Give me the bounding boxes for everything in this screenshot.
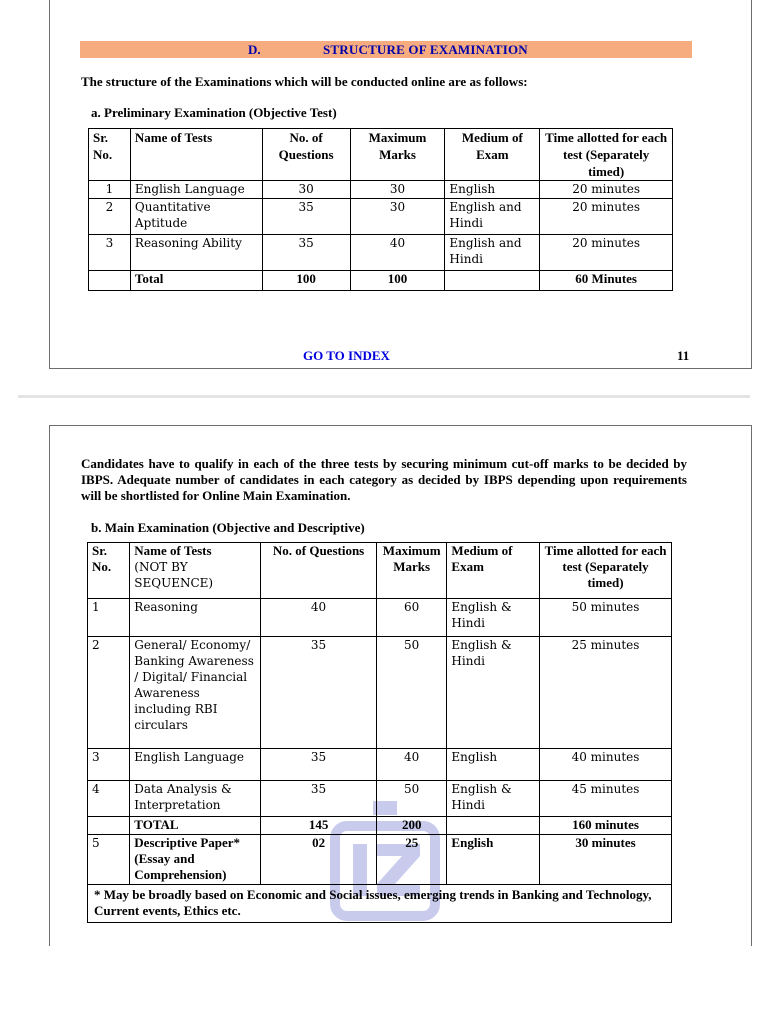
- go-to-index-link[interactable]: GO TO INDEX: [303, 348, 390, 363]
- table-note-row: [88, 885, 672, 923]
- header-cell: Medium of Exam: [447, 543, 540, 599]
- cell: 20 minutes: [540, 235, 673, 271]
- header-cell: [130, 543, 261, 599]
- header-cell: Maximum Marks: [376, 543, 446, 599]
- cell: 50: [376, 781, 446, 817]
- cell: Descriptive Paper* (Essay and Comprehension): [130, 835, 261, 885]
- header-not-by-sequence: (NOT BY SEQUENCE): [134, 560, 214, 590]
- cell: 35: [262, 235, 350, 271]
- table-row: [88, 599, 672, 637]
- cell: Reasoning Ability: [130, 235, 262, 271]
- cell: 3: [88, 749, 130, 781]
- cell: English: [447, 835, 540, 885]
- header-cell: Time allotted for each test (Separately timed): [540, 129, 673, 181]
- table-row: [88, 749, 672, 781]
- header-cell: Sr. No.: [88, 543, 130, 599]
- cell: 60 Minutes: [540, 271, 673, 291]
- cell: 40: [376, 749, 446, 781]
- cell: 35: [261, 781, 377, 817]
- cell: Quantitative Aptitude: [130, 199, 262, 235]
- cell: Reasoning: [130, 599, 261, 637]
- cell: General/ Economy/ Banking Awareness / Digital/ Financial Awareness including RBI circulars: [130, 637, 261, 749]
- table-row: [89, 199, 673, 235]
- cell: 40: [261, 599, 377, 637]
- cell: 35: [261, 637, 377, 749]
- cell: English & Hindi: [447, 781, 540, 817]
- table-total-row: [89, 271, 673, 291]
- cell: 35: [262, 199, 350, 235]
- header-name-tests: Name of Tests: [134, 543, 212, 558]
- cell: 2: [88, 637, 130, 749]
- cell: English & Hindi: [447, 599, 540, 637]
- cell: [445, 271, 540, 291]
- footnote: * May be broadly based on Economic and Social issues, emerging trends in Banking and Technology, Current events, Ethics etc.: [88, 885, 672, 923]
- cell: 40: [350, 235, 445, 271]
- table-header-row: [89, 129, 673, 181]
- main-exam-table: [87, 542, 672, 923]
- cell: [88, 817, 130, 835]
- cell: 100: [350, 271, 445, 291]
- cell: 5: [88, 835, 130, 885]
- cell: 200: [376, 817, 446, 835]
- cell: [447, 817, 540, 835]
- table-row: [89, 181, 673, 199]
- cell: 2: [89, 199, 131, 235]
- cell: Data Analysis & Interpretation: [130, 781, 261, 817]
- section-header: [80, 41, 692, 58]
- table-total-row: [88, 817, 672, 835]
- cell: [89, 271, 131, 291]
- cell: 25 minutes: [540, 637, 672, 749]
- page-number: 11: [677, 348, 690, 363]
- cell: 50 minutes: [540, 599, 672, 637]
- cell: 1: [88, 599, 130, 637]
- cell: English Language: [130, 181, 262, 199]
- cell: 160 minutes: [540, 817, 672, 835]
- header-cell: Time allotted for each test (Separately timed): [540, 543, 672, 599]
- cell: 25: [376, 835, 446, 885]
- header-cell: Sr. No.: [89, 129, 131, 181]
- cell: English: [447, 749, 540, 781]
- cell: 30: [262, 181, 350, 199]
- cell: 20 minutes: [540, 199, 673, 235]
- section-title: STRUCTURE OF EXAMINATION: [323, 42, 528, 57]
- page-separator: [18, 395, 750, 398]
- table-descriptive-row: [88, 835, 672, 885]
- section-letter: D.: [248, 42, 261, 57]
- cell: English and Hindi: [445, 235, 540, 271]
- document-page-11: [49, 0, 752, 369]
- cell: 02: [261, 835, 377, 885]
- cell: English Language: [130, 749, 261, 781]
- cell: 30: [350, 181, 445, 199]
- cell: 60: [376, 599, 446, 637]
- cell: 30: [350, 199, 445, 235]
- main-heading: b. Main Examination (Objective and Descriptive): [91, 520, 365, 535]
- cell: English: [445, 181, 540, 199]
- cell: 35: [261, 749, 377, 781]
- qualify-paragraph: Candidates have to qualify in each of the three tests by securing minimum cut-off marks to be decided by IBPS. Adequate number of candidates in each category as decided by IBPS depending upon requirements will be shortlisted for Online Main Examination.: [81, 456, 687, 503]
- header-cell: Medium of Exam: [445, 129, 540, 181]
- cell: 45 minutes: [540, 781, 672, 817]
- header-cell: No. of Questions: [262, 129, 350, 181]
- cell: 1: [89, 181, 131, 199]
- prelim-heading: a. Preliminary Examination (Objective Test): [91, 105, 337, 120]
- cell: 4: [88, 781, 130, 817]
- cell: 100: [262, 271, 350, 291]
- cell: Total: [130, 271, 262, 291]
- header-cell: Name of Tests: [130, 129, 262, 181]
- header-cell: No. of Questions: [261, 543, 377, 599]
- cell: 3: [89, 235, 131, 271]
- table-row: [88, 637, 672, 749]
- table-row: [89, 235, 673, 271]
- table-header-row: [88, 543, 672, 599]
- cell: 145: [261, 817, 377, 835]
- prelim-table: [88, 128, 673, 291]
- cell: 50: [376, 637, 446, 749]
- cell: TOTAL: [130, 817, 261, 835]
- cell: English & Hindi: [447, 637, 540, 749]
- header-cell: Maximum Marks: [350, 129, 445, 181]
- table-row: [88, 781, 672, 817]
- cell: English and Hindi: [445, 199, 540, 235]
- cell: 30 minutes: [540, 835, 672, 885]
- cell: 20 minutes: [540, 181, 673, 199]
- cell: 40 minutes: [540, 749, 672, 781]
- intro-text: The structure of the Examinations which will be conducted online are as follows:: [81, 74, 528, 89]
